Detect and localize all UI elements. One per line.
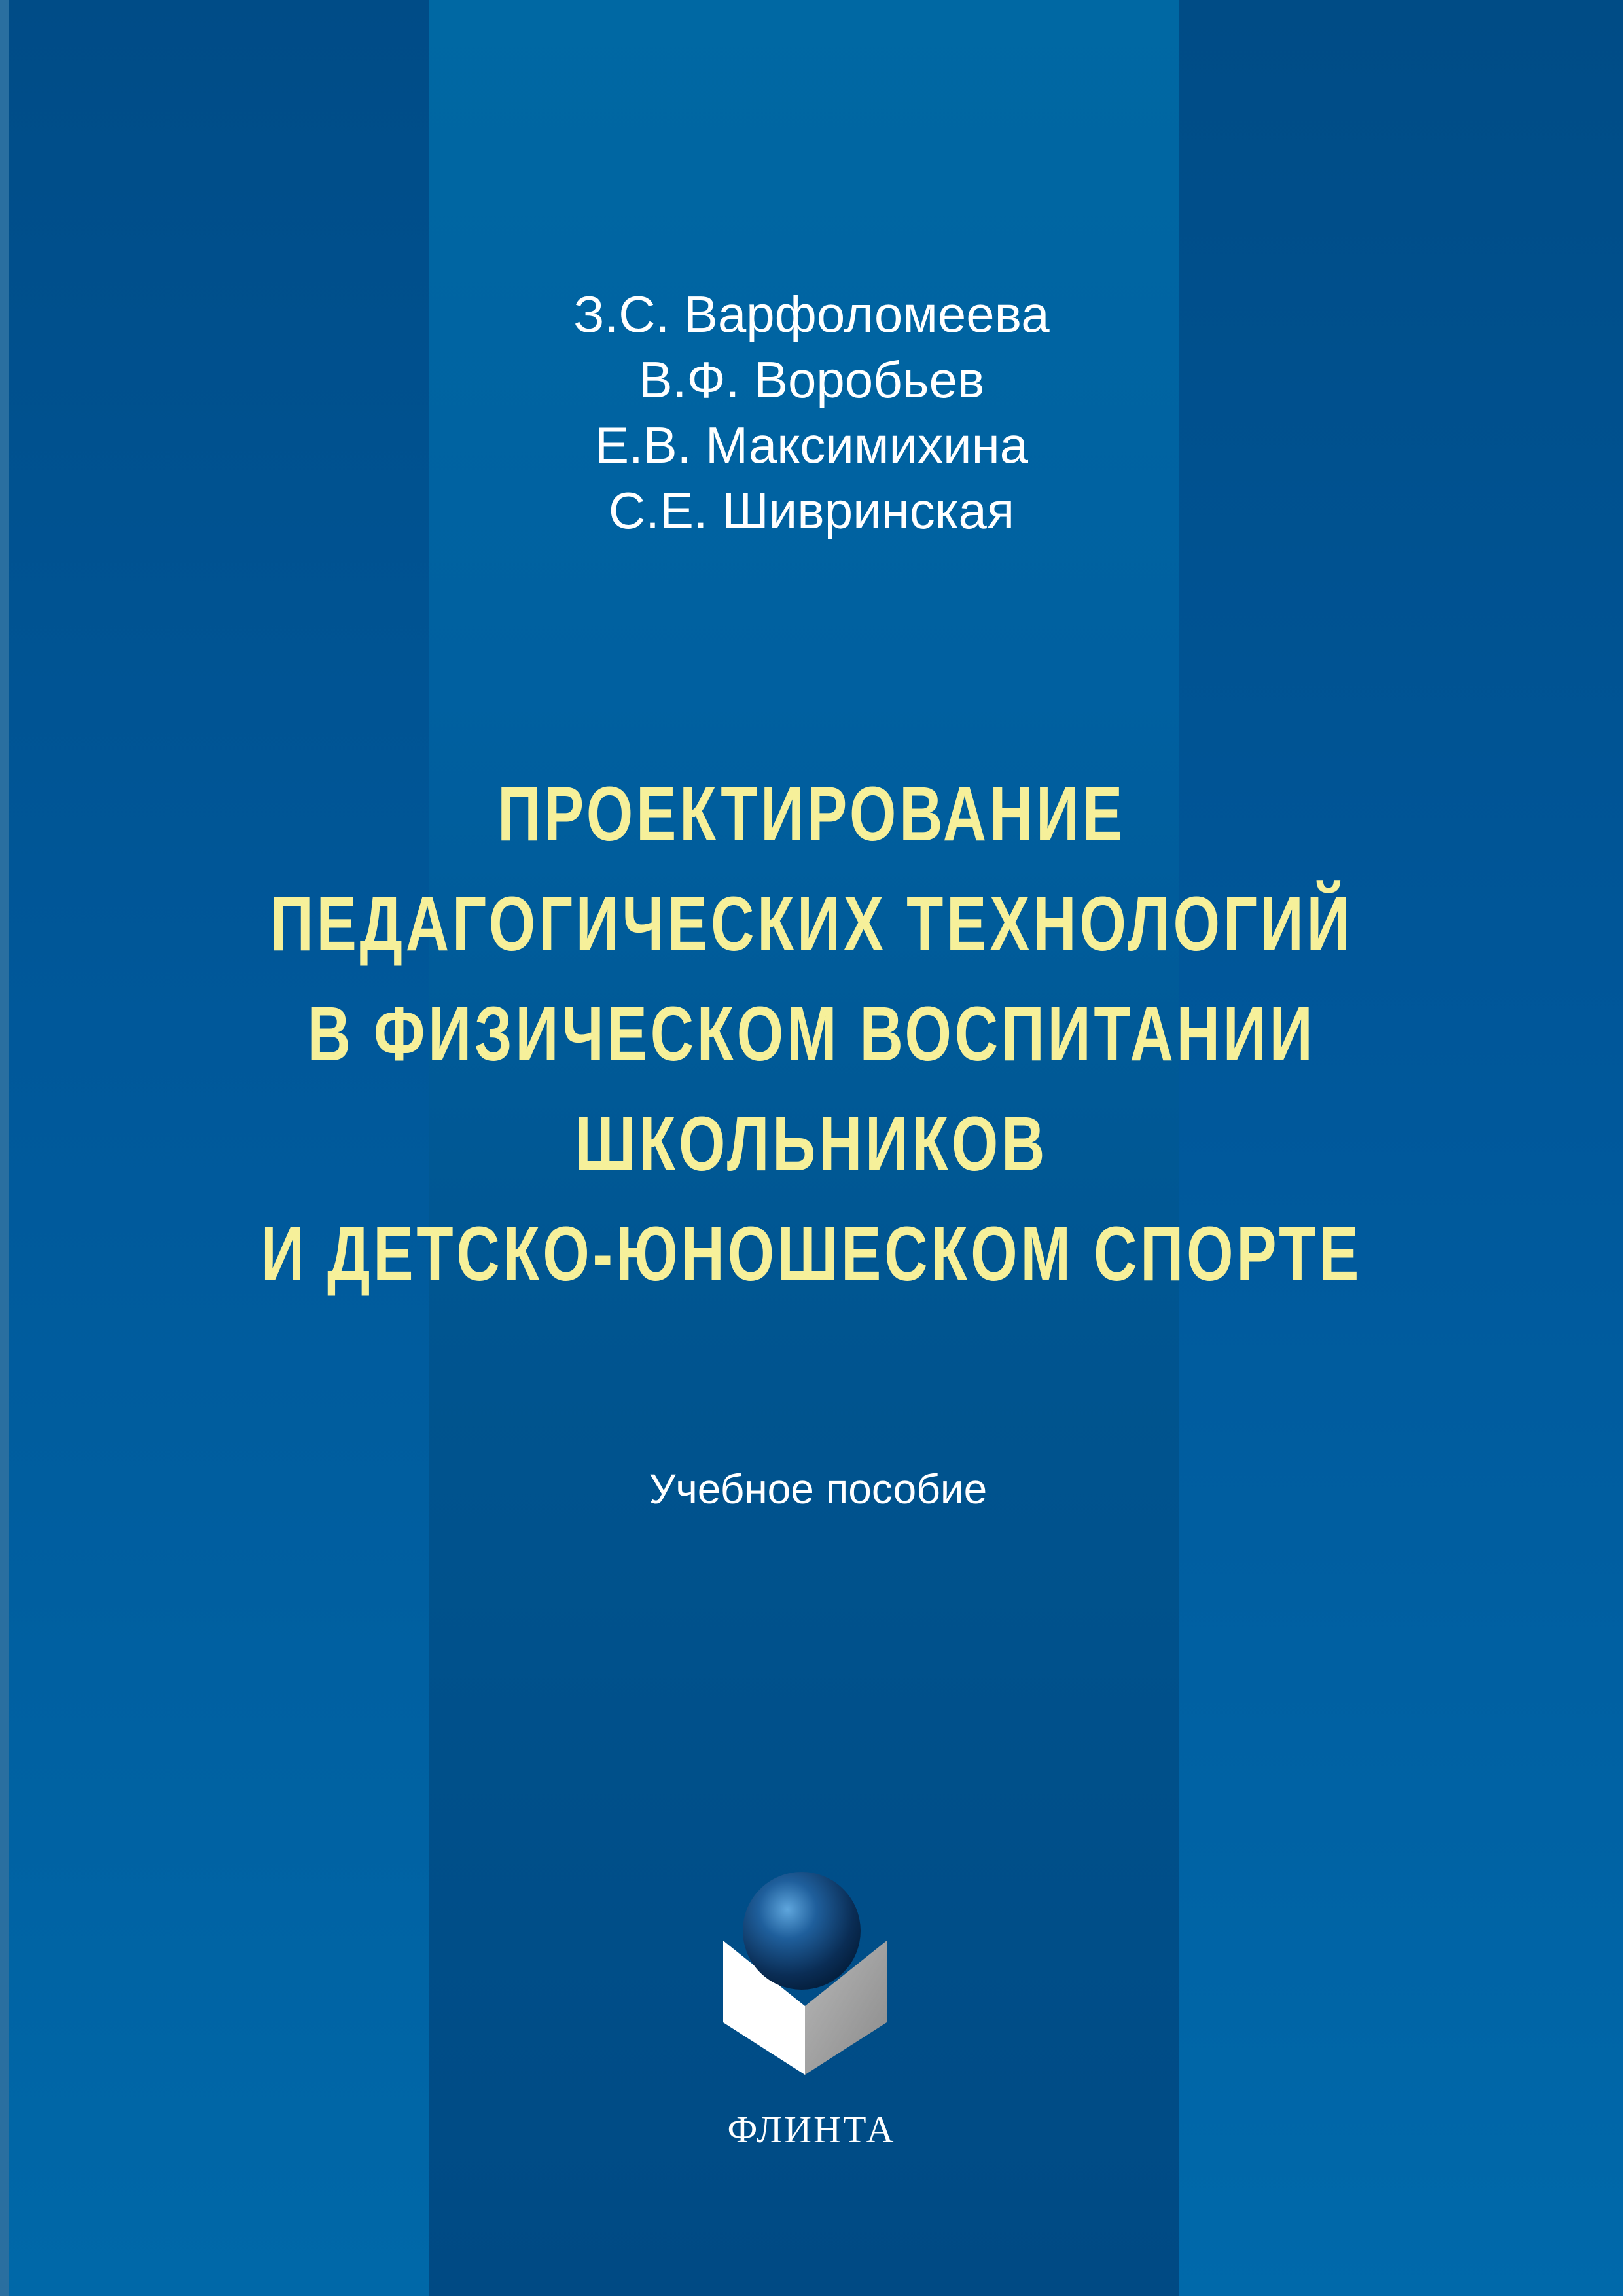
author-name: С.Е. Шивринская: [608, 482, 1015, 539]
book-type: Учебное пособие: [649, 1465, 988, 1513]
sphere-on-open-book-icon: [717, 1865, 893, 2081]
publisher-name: ФЛИНТА: [727, 2108, 896, 2151]
title-line: И ДЕТСКО-ЮНОШЕСКОМ СПОРТЕ: [260, 1211, 1363, 1297]
title-line: ПРОЕКТИРОВАНИЕ: [497, 771, 1126, 857]
author-name: З.С. Варфоломеева: [573, 285, 1050, 343]
book-title: [0, 759, 1623, 1309]
authors-list: [0, 281, 1623, 543]
title-line: В ФИЗИЧЕСКОМ ВОСПИТАНИИ: [307, 991, 1316, 1077]
author-name: В.Ф. Воробьев: [638, 351, 985, 408]
title-line: ШКОЛЬНИКОВ: [575, 1101, 1048, 1187]
author-name: Е.В. Максимихина: [594, 416, 1029, 474]
title-line: ПЕДАГОГИЧЕСКИХ ТЕХНОЛОГИЙ: [270, 881, 1353, 967]
